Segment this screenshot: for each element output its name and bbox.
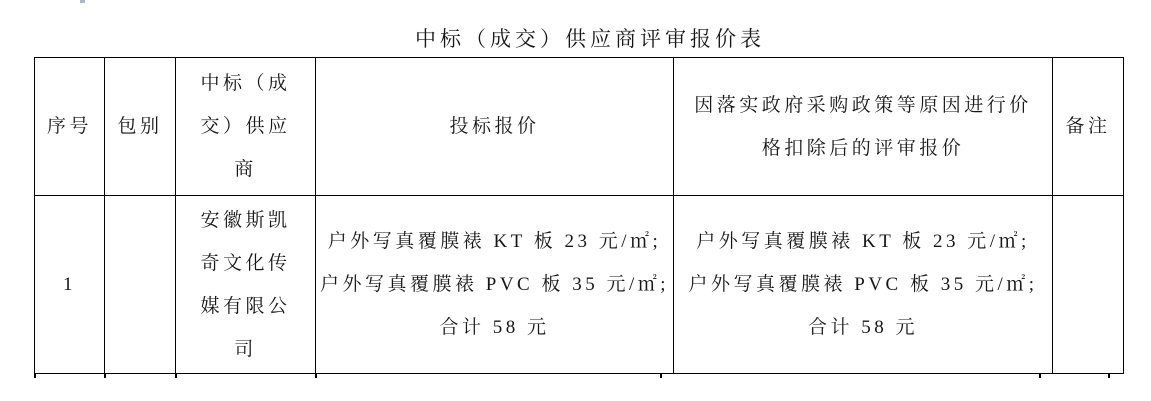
table-border-stub [315, 373, 317, 378]
header-remark: 备注 [1053, 58, 1124, 196]
cell-package [105, 196, 176, 374]
header-bid-price: 投标报价 [316, 58, 674, 196]
page-title: 中标（成交）供应商评审报价表 [415, 27, 765, 51]
header-review-price: 因落实政府采购政策等原因进行价 格扣除后的评审报价 [674, 58, 1053, 196]
cell-review-price: 户外写真覆膜裱 KT 板 23 元/㎡; 户外写真覆膜裱 PVC 板 35 元/㎡; 合计 58 元 [674, 196, 1053, 374]
table-border-stub [1108, 373, 1110, 378]
cell-bid-price: 户外写真覆膜裱 KT 板 23 元/㎡; 户外写真覆膜裱 PVC 板 35 元/㎡; 合计 58 元 [316, 196, 674, 374]
cell-remark [1053, 196, 1124, 374]
cell-supplier: 安徽斯凯 奇文化传 媒有限公 司 [176, 196, 316, 374]
header-seq: 序号 [35, 58, 105, 196]
table-border-stub [660, 373, 662, 378]
cell-seq: 1 [35, 196, 105, 374]
header-package: 包别 [105, 58, 176, 196]
table-border-stub [104, 373, 106, 378]
header-supplier: 中标（成 交）供应 商 [176, 58, 316, 196]
table-header-row [35, 58, 1124, 196]
table-row [35, 196, 1124, 374]
table-border-stub [175, 373, 177, 378]
quotation-table [34, 57, 1124, 374]
stray-mark [80, 0, 85, 3]
table-border-stub [1039, 373, 1041, 378]
table-border-stub [34, 373, 36, 378]
